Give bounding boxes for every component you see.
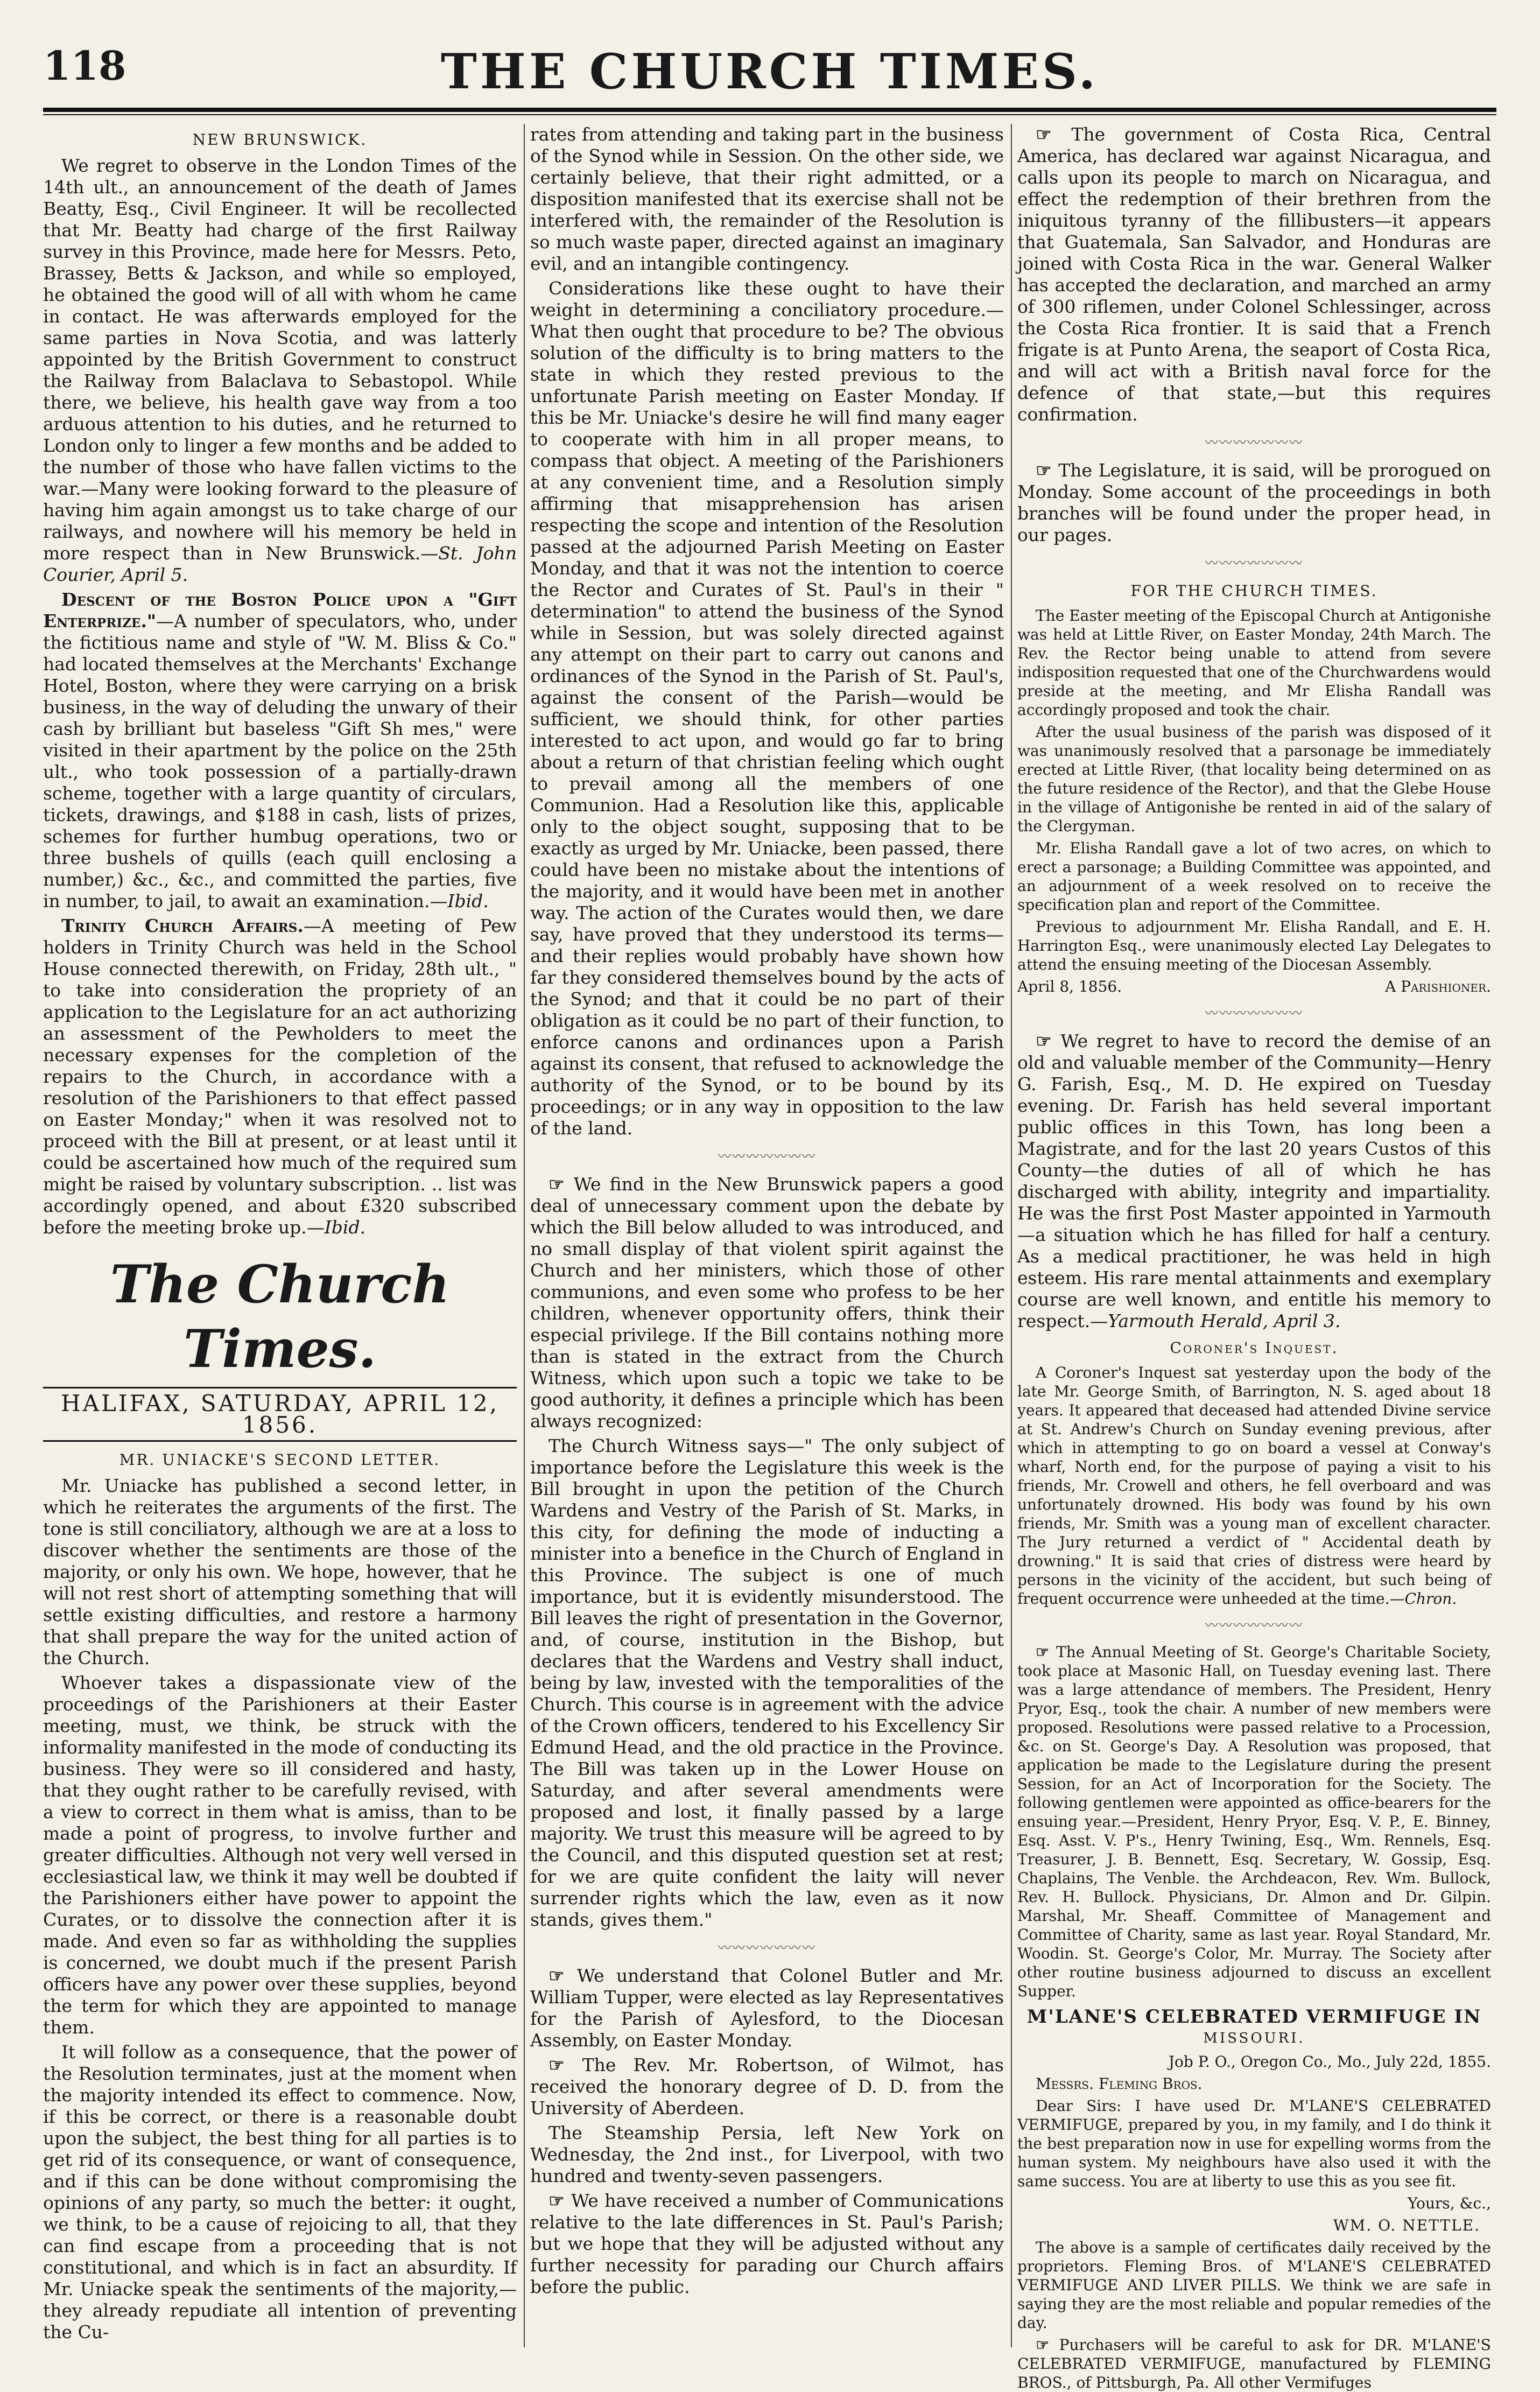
editorial-paragraph: It will follow as a consequence, that the power of the Resolution terminates, just at the moment when the majority intended its effect to commence. Now, if this be correct, or there is a reasonable doubt upon the subject, the best thing for all parties is to get rid of its consequence, or want of consequence, and if this can be done without compromising the opinions of any party, so much the better: it ought, we think, to be a cause of rejoicing to all, that they can find escape from a proceeding that is not constitutional, and which is in fact an absurdity. If Mr. Uniacke speak the sentiments of the majority,—they already repudiate all intention of preventing the Cu- bbox=[43, 2042, 517, 2342]
header-rule bbox=[43, 108, 1496, 115]
editorial-paragraph: Whoever takes a dispassionate view of the proceedings of the Parishioners at their Easter meeting, must, we think, be struck with the informality manifested in the mode of conducting its business. They were so ill considered and hasty, that they ought rather to be carefully revised, with a view to correct in them what is amiss, than to be made a point of progress, to involve further and greater difficulties. Although not very well versed in ecclesiastical law, we think it may well be doubted if the Parishioners either have power to appoint the Curates, or to dissolve the connection after it is made. And even so far as withholding the supplies is concerned, we doubt much if the present Parish officers have any power over these supplies, beyond the term for which they are appointed to manage them. bbox=[43, 1672, 517, 2038]
article-text bbox=[43, 155, 517, 586]
editorial-paragraph: Considerations like these ought to have their weight in determining a conciliatory procedure.—What then ought that procedure to be? The obvious solution of the difficulty is to bring matters to the state in which they rested previous to the unfortunate Parish meeting on Easter Monday. If this be Mr. Uniacke's desire he will find many eager to cooperate with him in all proper means, to compass that object. A meeting of the Parishioners at any convenient time, and a Resolution simply affirming that misapprehension has arisen respecting the scope and intention of the Resolution passed at the adjourned Parish Meeting on Easter Monday, and that it was not the intention to coerce the Rector and Curates of St. Paul's in their " determination" to attend the business of the Synod while in Session, but was solely directed against any attempt on their part to carry out canons and ordinances of the Synod in the Parish of St. Paul's, against the consent of the Parish—would be sufficient, we should think, for other parties interested to act upon, and would go far to bring about a return of that christian feeling which ought to prevail among all the members of one Communion. Had a Resolution like this, applicable only to the object sought, supposing that to be exactly as urged by Mr. Uniacke, been passed, there could have been no mistake about the intentions of the majority, and it would have been met in another way. The action of the Curates would then, we dare say, have proved that they understood its terms—and their replies would probably have shown how far they considered themselves bound by the acts of the Synod; and that it could be no part of their obligation as it could be no part of their function, to enforce canons and ordinances upon a Parish against its consent, that refused to acknowledge the authority of the Synod, or to be bound by its proceedings; or in any way in opposition to the law of the land. bbox=[530, 278, 1004, 1139]
news-item: The Steamship Persia, left New York on Wednesday, the 2nd inst., for Liverpool, with two hundred and twenty-seven passengers. bbox=[530, 2122, 1004, 2186]
purchaser-text: Purchasers will be careful to ask for DR. M'LANE'S CELEBRATED VERMIFUGE, manufactured by FLEMING BROS., of Pittsburgh, Pa. All other Vermifuges bbox=[1017, 2336, 1491, 2391]
editorial-paragraph: rates from attending and taking part in the business of the Synod while in Session. On the other side, we certainly believe, that their right admitted, or a disposition manifested that its exercise shall not be interfered with, the remainder of the Resolution is so much waste paper, directed against an imaginary evil, and an intangible contingency. bbox=[530, 124, 1004, 274]
article-body: We regret to observe in the London Times of the 14th ult., an announcement of the death of James Beatty, Esq., Civil Engineer. It will be recollected that Mr. Beatty had charge of the first Railway survey in this Province, made here for Messrs. Peto, Brassey, Betts & Jackson, and while so employed, he obtained the good will of all with whom he came in contact. He was afterwards employed for the same parties in Nova Scotia, and was latterly appointed by the British Government to construct the Railway from Balaclava to Sebastopol. While there, we believe, his health gave way from a too arduous attention to his duties, and he returned to London only to linger a few months and be added to the number of those who have fallen victims to the war.—Many were looking forward to the pleasure of having him again amongst us to take charge of our railways, and nowhere will his memory be held in more respect than in New Brunswick.— bbox=[43, 155, 517, 564]
article-source: Ibid. bbox=[447, 890, 489, 911]
article-heading-inquest: Coroner's Inquest. bbox=[1170, 1339, 1339, 1357]
column-divider bbox=[524, 124, 525, 2347]
news-text: The Rev. Mr. Robertson, of Wilmot, has received the honorary degree of D. D. from the University of Aberdeen. bbox=[530, 2054, 1004, 2119]
article-body: A Coroner's Inquest sat yesterday upon the body of the late Mr. George Smith, of Barrington, N. S. aged about 18 years. It appeared that deceased had attended Divine service at St. Andrew's Church on Sunday evening previous, after which in attempting to go on board a vessel at Conway's wharf, North end, for the purpose of paying a visit to his friends, Mr. Crowell and others, he fell overboard and was unfortunately drowned. His body was found by his own friends, Mr. Smith was a young man of excellent character. The Jury returned a verdict of " Accidental death by drowning." It is said that cries of distress were heard by persons in the vicinity of the accident, but such being of frequent occurrence were unheeded at the time.— bbox=[1017, 1364, 1491, 1608]
pointing-hand-icon: ☞ bbox=[549, 1965, 577, 1986]
news-item bbox=[1017, 460, 1491, 546]
obituary-text: We regret to have to record the demise of an old and valuable member of the Community—Henry G. Farish, Esq., M. D. He expired on Tuesday evening. Dr. Farish has held several important public offices in this Town, has long been a Magistrate, and for the last 20 years Custos of this County—the duties of all of which he has discharged with ability, integrity and impartiality. He was the first Post Master appointed in Yarmouth—a situation which he has filled for half a century. As a medical practitioner, he was held in high esteem. His rare mental attainments and exemplary course are well known, and entitle his memory to respect.— bbox=[1017, 1030, 1491, 1331]
news-item bbox=[530, 2190, 1004, 2298]
section-divider: 〰〰〰〰〰〰〰 bbox=[718, 1149, 816, 1164]
page-number: 118 bbox=[43, 43, 126, 89]
news-text: The government of Costa Rica, Central America, has declared war against Nicaragua, and calls upon its people to march on Nicaragua, and effect the redemption of their brethren from the iniquitous tyranny of the fillibusters—it appears that Guatemala, San Salvador, and Honduras are joined with Costa Rica in the war. General Walker has accepted the declaration, and marched an army of 300 riflemen, under Colonel Schlessinger, across the Costa Rica frontier. It is said that a French frigate is at Punto Arena, the seaport of Costa Rica, and will act with a British naval force for the defence of that state,—but this requires confirmation. bbox=[1017, 124, 1492, 425]
section-divider: 〰〰〰〰〰〰〰 bbox=[1205, 1006, 1303, 1021]
section-divider: 〰〰〰〰〰〰〰 bbox=[1205, 1618, 1303, 1633]
letter-signature: A Parishioner. bbox=[1385, 978, 1491, 995]
pointing-hand-icon: ☞ bbox=[549, 2190, 571, 2211]
article-body: —A meeting of Pew holders in Trinity Church was held in the School House connected therewith, on Friday, 28th ult., " to take into consideration the propriety of an application to the Legislature for an act authorizing an assessment of the Pewholders to meet the necessary expenses for the completion of the repairs to the Church, in accordance with a resolution of the Parishioners to that effect passed on Easter Monday;" when it was resolved not to proceed with the Bill at present, or at least until it could be ascertained how much of the required sum might be raised by voluntary subscription. .. list was accordingly opened, and about £320 subscribed before the meeting broke up.— bbox=[43, 915, 517, 1238]
notice-text: The Annual Meeting of St. George's Charitable Society, took place at Masonic Hall, on Tuesday evening last. There was a large attendance of members. The President, Henry Pryor, Esq., took the chair. A number of new members were proposed. Resolutions were passed relative to a Procession, &c. on St. George's Day. A Resolution was proposed, that application be made to the Legislature during the present Session, for an Act of Incorporation for the Society. The following gentlemen were appointed as office-bearers for the ensuing year.—President, Henry Pryor, Esq. V. P., E. Binney, Esq. Asst. V. P's., Henry Twining, Esq., Wm. Rennels, Esq. Treasurer, J. B. Bennett, Esq. Secretary, W. Gossip, Esq. Chaplains, The Venble. the Archdeacon, Rev. Wm. Bullock, Rev. H. Bullock. Physicians, Dr. Almon and Dr. Gilpin. Marshal, Mr. Sheaff. Committee of Management and Committee of Charity, same as last year. Royal Standard, Mr. Woodin. St. George's Color, Mr. Murray. The Society after other routine business adjourned to discuss an excellent Supper. bbox=[1017, 1643, 1491, 2000]
page-header bbox=[43, 32, 1496, 102]
article-heading-new-brunswick: NEW BRUNSWICK. bbox=[192, 131, 368, 149]
news-text: We find in the New Brunswick papers a good deal of unnecessary comment upon the debate by which the Bill below alluded to was introduced, and no small display of that violent spirit against the Church and her ministers, which those of other communions, and even some who profess to be her children, whenever opportunity offers, think their especial privilege. If the Bill contains nothing more than is stated in the extract from the Church Witness, which upon such a topic we take to be good authority, it defines a principle which has been always recognized: bbox=[530, 1174, 1004, 1432]
advertisement-heading: M'LANE'S CELEBRATED VERMIFUGE IN bbox=[1026, 2006, 1482, 2028]
column-right bbox=[1017, 124, 1492, 2391]
article-source: Yarmouth Herald, April 3. bbox=[1108, 1310, 1341, 1331]
article-source: Ibid. bbox=[324, 1217, 366, 1238]
pointing-hand-icon: ☞ bbox=[1036, 1643, 1057, 1661]
section-divider: 〰〰〰〰〰〰〰 bbox=[1205, 435, 1303, 450]
advertisement-signer: WM. O. NETTLE. bbox=[1333, 2216, 1480, 2234]
pointing-hand-icon: ☞ bbox=[1036, 460, 1059, 481]
article-source: St. John Courier, April 5. bbox=[43, 543, 517, 585]
advertisement-note: The above is a sample of certificates daily received by the proprietors. Fleming Bros. of M'LANE'S CELEBRATED VERMIFUGE AND LIVER PILLS. We think we are safe in saying they are the most reliable and popular remedies of the day. bbox=[1017, 2239, 1491, 2332]
article-text bbox=[43, 915, 517, 1238]
article-body: —A number of speculators, who, under the fictitious name and style of "W. M. Bliss & Co." had located themselves at the Merchants' Exchange Hotel, Boston, where they were carrying on a brisk business, in the way of deluding the unwary of their cash by brilliant but baseless "Gift Sh mes," were visited in their apartment by the police on the 25th ult., who took possession of a partially-drawn scheme, together with a large quantity of circulars, tickets, drawings, and $188 in cash, lists of prizes, schemes for further humbug operations, two or three bushels of quills (each quill enclosing a number,) &c., &c., and committed the parties, five in number, to jail, to await an examination.— bbox=[43, 611, 517, 911]
pointing-hand-icon: ☞ bbox=[1036, 2336, 1059, 2354]
news-item bbox=[530, 2054, 1004, 2119]
quoted-extract: The Church Witness says—" The only subject of importance before the Legislature this week is the Bill brought in upon the petition of the Church Wardens and Vestry of the Parish of St. Marks, in this city, for defining the mode of inducting a minister into a benefice in the Church of England in this Province. The subject is one of much importance, but it is evidently misunderstood. The Bill leaves the right of presentation in the Governor, and, of course, institution in the Bishop, but declares that the Wardens and Vestry shall induct, being by law, invested with the temporalities of the Church. This course is in agreement with the advice of the Crown officers, tendered to his Excellency Sir Edmund Head, and the old practice in the Province. The Bill was taken up in the Lower House on Saturday, and after several amendments were proposed and lost, it finally passed by a large majority. We trust this measure will be agreed to by the Council, and this disputed question set at rest; for we are quite confident the laity will never surrender rights which the law, even as it now stands, gives them." bbox=[530, 1435, 1004, 1930]
society-notice bbox=[1017, 1643, 1491, 2001]
letter-heading: FOR THE CHURCH TIMES. bbox=[1130, 582, 1378, 600]
column-left bbox=[43, 124, 517, 2353]
news-text: We understand that Colonel Butler and Mr. William Tupper, were elected as lay Representatives for the Parish of Aylesford, to the Diocesan Assembly, on Easter Monday. bbox=[530, 1965, 1004, 2051]
letter-paragraph: After the usual business of the parish was disposed of it was unanimously resolved that a parsonage be immediately erected at Little River, (that locality being determined on as the future residence of the Rector), and that the Glebe House in the village of Antigonishe be rented in aid of the salary of the Clergyman. bbox=[1017, 723, 1491, 835]
advertisement-purchasers bbox=[1017, 2335, 1491, 2392]
letter-paragraph: Mr. Elisha Randall gave a lot of two acres, on which to erect a parsonage; a Building Committee was appointed, and an adjournment of a week resolved on to receive the specification plan and report of the Committee. bbox=[1017, 839, 1491, 914]
advertisement-subheading: MISSOURI. bbox=[1203, 2030, 1305, 2046]
letter-date: April 8, 1856. bbox=[1017, 978, 1122, 995]
inquest-text bbox=[1017, 1363, 1491, 1608]
issue-dateline: HALIFAX, SATURDAY, APRIL 12, 1856. bbox=[43, 1387, 517, 1442]
advertisement-closing: Yours, &c., bbox=[1408, 2194, 1491, 2212]
article-text bbox=[43, 589, 517, 912]
advertisement-location: Job P. O., Oregon Co., Mo., July 22d, 1855. bbox=[1168, 2053, 1491, 2071]
pointing-hand-icon: ☞ bbox=[1036, 124, 1072, 145]
run-in-heading: Trinity Church Affairs. bbox=[61, 915, 304, 936]
letter-signoff bbox=[1017, 977, 1491, 996]
news-text: The Legislature, it is said, will be prorogued on Monday. Some account of the proceedings in both branches will be found under the proper head, in our pages. bbox=[1017, 460, 1491, 545]
editorial-masthead: The Church Times. bbox=[110, 1254, 450, 1379]
journal-title: THE CHURCH TIMES. bbox=[440, 43, 1099, 100]
column-divider bbox=[1011, 124, 1012, 2347]
editorial-paragraph: Mr. Uniacke has published a second letter, in which he reiterates the arguments of the first. The tone is still conciliatory, although we are at a loss to discover whether the sentiments are those of the majority, or only his own. We hope, however, that he will not rest short of attempting something that will settle existing difficulties, and restore a harmony that shall prepare the way for the united action of the Church. bbox=[43, 1475, 517, 1668]
news-item bbox=[1017, 124, 1491, 425]
news-item bbox=[530, 1174, 1004, 1432]
pointing-hand-icon: ☞ bbox=[549, 1174, 574, 1195]
pointing-hand-icon: ☞ bbox=[1036, 1030, 1061, 1051]
news-item bbox=[530, 1965, 1004, 2051]
letter-paragraph: The Easter meeting of the Episcopal Church at Antigonishe was held at Little River, on Easter Monday, 24th March. The Rev. the Rector being unable to attend from severe indisposition requested that one of the Churchwardens would preside at the meeting, and Mr Elisha Randall was accordingly proposed and took the chair. bbox=[1017, 607, 1491, 719]
letter-paragraph: Previous to adjournment Mr. Elisha Randall, and E. H. Harrington Esq., were unanimously elected Lay Delegates to attend the ensuing meeting of the Diocesan Assembly. bbox=[1017, 918, 1491, 973]
run-in-heading: Descent of the Boston Police upon a "Gift Enterprize." bbox=[43, 589, 517, 632]
column-middle bbox=[530, 124, 1004, 2353]
news-text: We have received a number of Communications relative to the late differences in St. Paul's Parish; but we hope that they will be adjusted without any further necessity for parading our Church affairs before the public. bbox=[530, 2190, 1004, 2297]
article-source: Chron. bbox=[1404, 1590, 1457, 1608]
advertisement-addressee: Messrs. Fleming Bros. bbox=[1036, 2075, 1203, 2093]
section-divider: 〰〰〰〰〰〰〰 bbox=[1205, 556, 1303, 571]
pointing-hand-icon: ☞ bbox=[549, 2054, 582, 2075]
obituary bbox=[1017, 1030, 1491, 1332]
advertisement-letter: Dear Sirs: I have used Dr. M'LANE'S CELEBRATED VERMIFUGE, prepared by you, in my family, and I do think it the best preparation now in use for expelling worms from the human system. My neighbours have also used it with the same success. You are at liberty to use this as you see fit. bbox=[1017, 2097, 1491, 2190]
section-divider: 〰〰〰〰〰〰〰 bbox=[718, 1940, 816, 1955]
article-heading-uniacke: MR. UNIACKE'S SECOND LETTER. bbox=[119, 1451, 441, 1469]
